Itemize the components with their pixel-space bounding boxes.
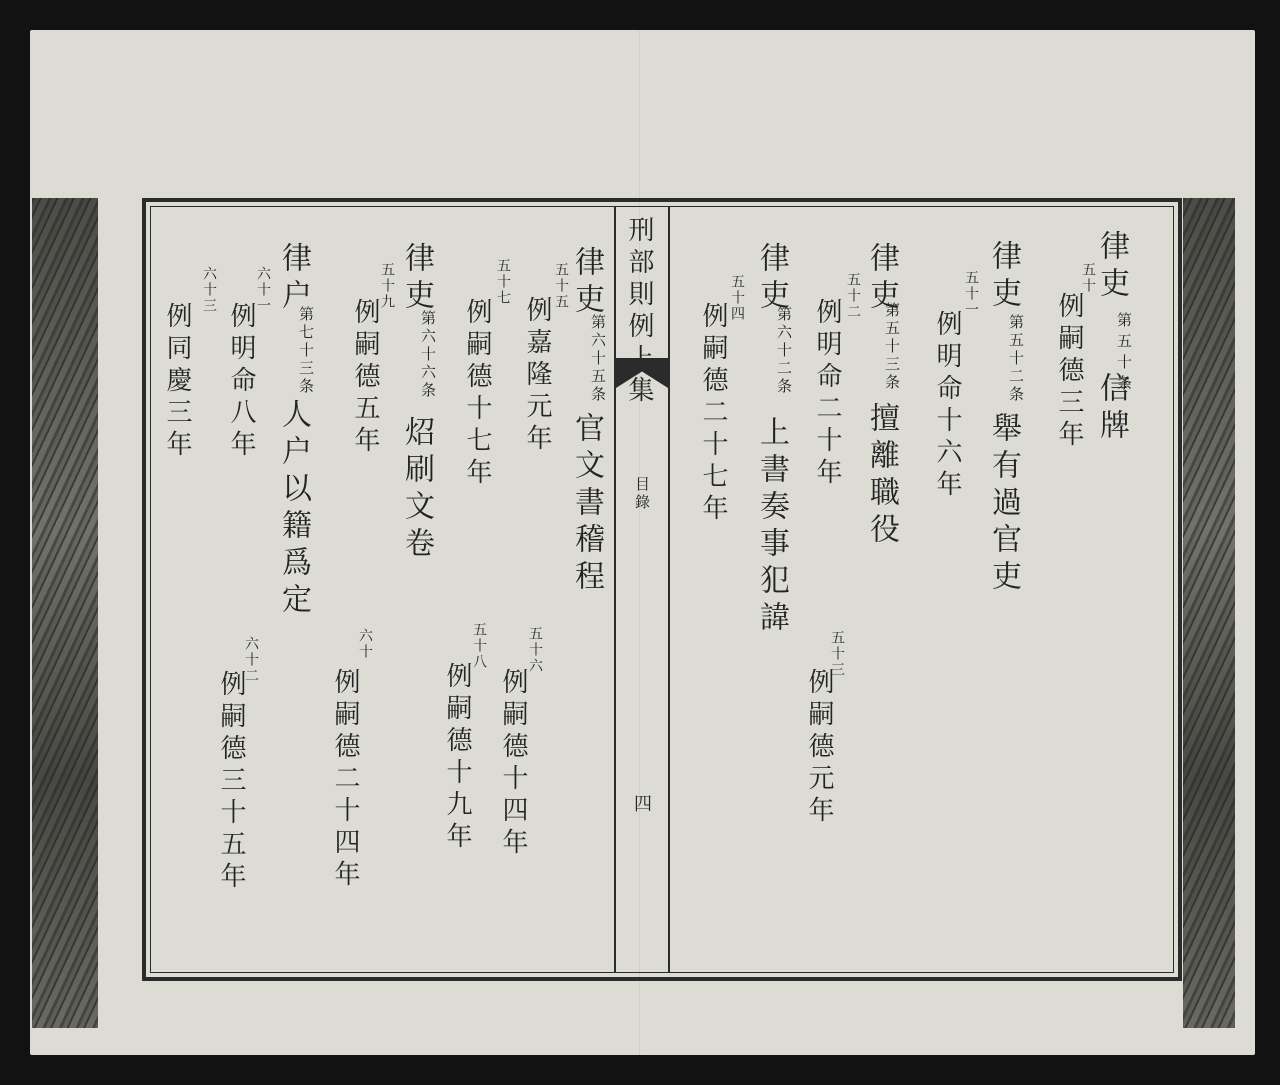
ref-number: 五十六: [527, 626, 543, 674]
ref-reign: 例嗣德十九年: [442, 662, 472, 854]
printed-frame: [142, 198, 1182, 981]
entry-article: 第六十六条: [419, 310, 437, 400]
entry-title: 官文書稽程: [569, 412, 604, 597]
ref-reign: 例明命八年: [226, 302, 256, 462]
ref-reign: 例嗣德二十七年: [698, 302, 728, 526]
ref-reign: 例嗣德三十五年: [216, 670, 246, 894]
page-number: 四: [634, 794, 652, 815]
entry-article: 第五十二条: [1007, 314, 1025, 404]
left-ink-rubbing: [32, 198, 98, 1028]
book-title: 刑部則例上集: [624, 216, 654, 408]
entry-title: 炤刷文卷: [399, 416, 434, 564]
entry-category: 律户: [276, 242, 311, 316]
center-column: [614, 206, 670, 973]
ref-number: 五十三: [829, 630, 845, 678]
entry-title: 人户以籍爲定: [276, 398, 311, 620]
ref-reign: 例嘉隆元年: [522, 296, 552, 456]
ref-number: 五十八: [471, 622, 487, 670]
fishtail-mark: [616, 358, 668, 388]
ref-reign: 例嗣德十四年: [498, 668, 528, 860]
book-spread: [30, 30, 1255, 1055]
ref-reign: 例嗣德五年: [350, 298, 380, 458]
entry-article: 第七十三条: [297, 306, 315, 396]
ref-reign: 例嗣德三年: [1054, 292, 1084, 452]
entry-category: 律吏: [864, 242, 899, 316]
ref-reign: 例嗣德元年: [804, 668, 834, 828]
ref-number: 五十九: [379, 262, 395, 310]
entry-category: 律吏: [1094, 230, 1129, 304]
entry-title: 信牌: [1094, 372, 1129, 446]
ref-number: 六十二: [243, 636, 259, 684]
ref-reign: 例嗣德十七年: [462, 298, 492, 490]
entry-title: 擅離職役: [864, 402, 899, 550]
ref-number: 六十: [357, 628, 373, 660]
entry-title: 舉有過官吏: [986, 412, 1021, 597]
entry-category: 律吏: [399, 242, 434, 316]
entry-category: 律吏: [986, 240, 1021, 314]
right-ink-rubbing: [1183, 198, 1235, 1028]
entry-article: 第五十条: [1115, 312, 1133, 396]
entry-category: 律吏: [569, 246, 604, 320]
ref-number: 六十一: [255, 266, 271, 314]
ref-number: 五十: [1080, 262, 1096, 294]
entry-article: 第六十五条: [589, 314, 607, 404]
ref-number: 五十五: [553, 262, 569, 310]
ref-number: 五十七: [495, 258, 511, 306]
entry-article: 第六十二条: [775, 306, 793, 396]
ref-reign: 例明命十六年: [932, 310, 962, 502]
section-label: 目錄: [633, 476, 651, 512]
ref-number: 五十二: [845, 272, 861, 320]
ref-number: 五十一: [963, 270, 979, 318]
entry-category: 律吏: [754, 242, 789, 316]
entry-title: 上書奏事犯諱: [754, 416, 789, 638]
ref-reign: 例明命二十年: [812, 298, 842, 490]
ref-reign: 例同慶三年: [162, 302, 192, 462]
ref-reign: 例嗣德二十四年: [330, 668, 360, 892]
entry-article: 第五十三条: [883, 302, 901, 392]
ref-number: 五十四: [729, 274, 745, 322]
ref-number: 六十三: [201, 266, 217, 314]
